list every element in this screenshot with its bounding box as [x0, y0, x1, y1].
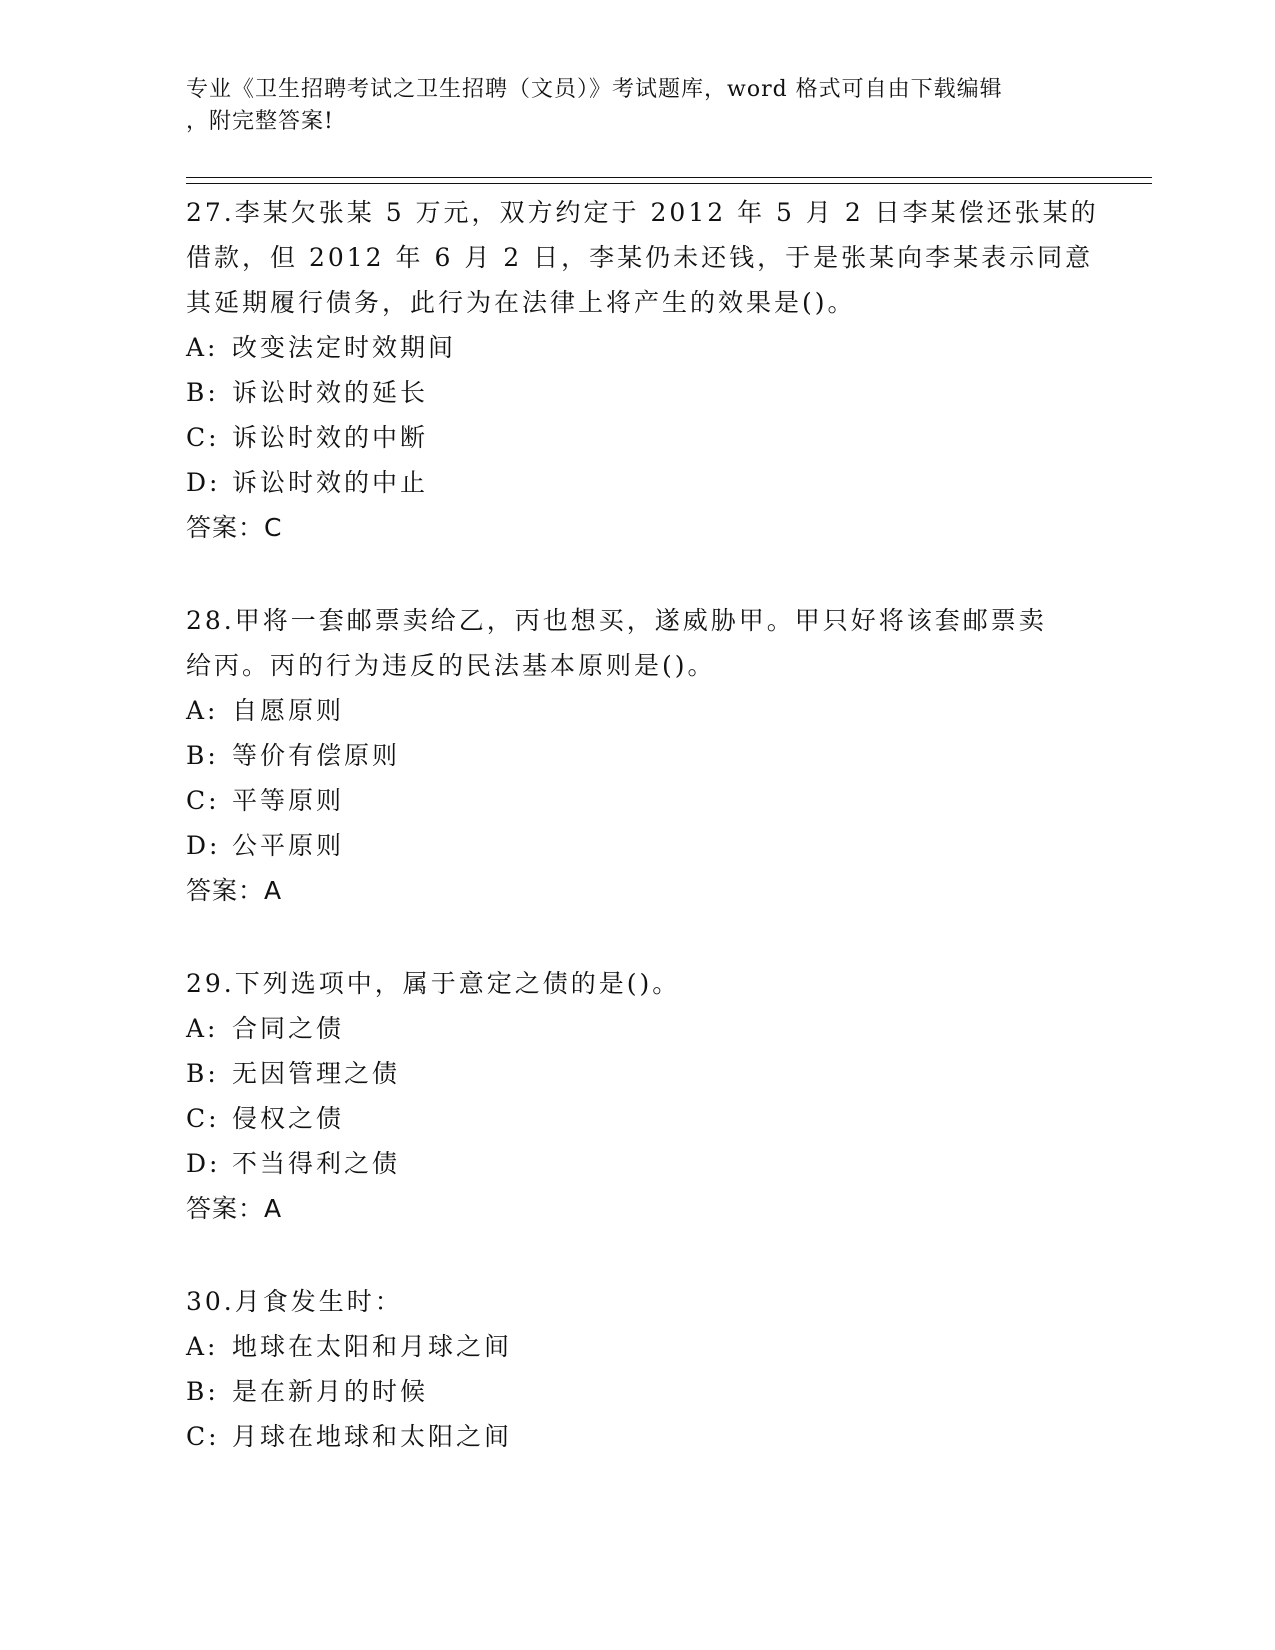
question-stem-line: 27.李某欠张某 5 万元，双方约定于 2012 年 5 月 2 日李某偿还张某的 [186, 198, 1099, 227]
answer-label: 答案： [186, 876, 265, 905]
answer-option [186, 778, 1086, 823]
option-letter: C: [186, 1422, 220, 1451]
option-text: 无因管理之债 [232, 1059, 401, 1088]
header-line-2: ，附完整答案! [186, 109, 334, 134]
answer-option [186, 823, 1086, 868]
option-letter: A: [186, 333, 219, 362]
option-text: 公平原则 [232, 831, 345, 860]
answer-line [186, 505, 1086, 550]
answer-line [186, 1186, 1086, 1231]
answer-option [186, 1414, 1086, 1459]
document-header [186, 74, 1066, 138]
question-stem-line: 其延期履行债务，此行为在法律上将产生的效果是()。 [186, 288, 856, 317]
question-stem-line: 给丙。丙的行为违反的民法基本原则是()。 [186, 651, 716, 680]
header-divider-bottom [186, 183, 1152, 184]
option-letter: C: [186, 1104, 220, 1133]
answer-option [186, 370, 1086, 415]
option-text: 不当得利之债 [232, 1149, 401, 1178]
option-letter: D: [186, 468, 221, 497]
answer-option [186, 688, 1086, 733]
option-letter: C: [186, 423, 220, 452]
answer-option [186, 1369, 1086, 1414]
question-block [186, 961, 1086, 1231]
option-text: 平等原则 [232, 786, 345, 815]
answer-label: 答案： [186, 1194, 265, 1223]
question-stem-line: 29.下列选项中，属于意定之债的是()。 [186, 969, 681, 998]
option-text: 是在新月的时候 [232, 1377, 429, 1406]
option-text: 合同之债 [232, 1014, 345, 1043]
answer-value: C [264, 513, 282, 542]
option-text: 改变法定时效期间 [232, 333, 457, 362]
option-text: 诉讼时效的中断 [232, 423, 429, 452]
question-stem-line: 借款，但 2012 年 6 月 2 日，李某仍未还钱，于是张某向李某表示同意 [186, 243, 1094, 272]
option-letter: B: [186, 1059, 219, 1088]
header-divider-top [186, 177, 1152, 178]
question-block [186, 1279, 1086, 1459]
question-list [186, 190, 1099, 1507]
answer-line [186, 868, 1086, 913]
option-text: 月球在地球和太阳之间 [232, 1422, 513, 1451]
answer-option [186, 325, 1086, 370]
answer-option [186, 1051, 1086, 1096]
question-block [186, 598, 1086, 913]
option-text: 侵权之债 [232, 1104, 345, 1133]
answer-option [186, 1324, 1086, 1369]
option-letter: A: [186, 1014, 219, 1043]
answer-option [186, 1096, 1086, 1141]
option-letter: D: [186, 1149, 221, 1178]
option-text: 自愿原则 [232, 696, 345, 725]
option-letter: A: [186, 696, 219, 725]
answer-option [186, 460, 1086, 505]
option-text: 诉讼时效的中止 [232, 468, 429, 497]
question-stem-line: 30.月食发生时： [186, 1287, 403, 1316]
question-block [186, 190, 1099, 550]
answer-value: A [264, 876, 282, 905]
option-letter: B: [186, 378, 219, 407]
option-text: 诉讼时效的延长 [232, 378, 429, 407]
option-letter: D: [186, 831, 221, 860]
answer-option [186, 415, 1086, 460]
option-letter: C: [186, 786, 220, 815]
answer-label: 答案： [186, 513, 265, 542]
answer-option [186, 733, 1086, 778]
option-letter: B: [186, 1377, 219, 1406]
option-text: 地球在太阳和月球之间 [232, 1332, 513, 1361]
option-letter: A: [186, 1332, 219, 1361]
question-stem-line: 28.甲将一套邮票卖给乙，丙也想买，遂威胁甲。甲只好将该套邮票卖 [186, 606, 1047, 635]
answer-option [186, 1141, 1086, 1186]
answer-value: A [264, 1194, 282, 1223]
header-line-1: 专业《卫生招聘考试之卫生招聘（文员）》考试题库，word 格式可自由下载编辑 [186, 77, 1003, 102]
option-letter: B: [186, 741, 219, 770]
answer-option [186, 1006, 1086, 1051]
option-text: 等价有偿原则 [232, 741, 401, 770]
